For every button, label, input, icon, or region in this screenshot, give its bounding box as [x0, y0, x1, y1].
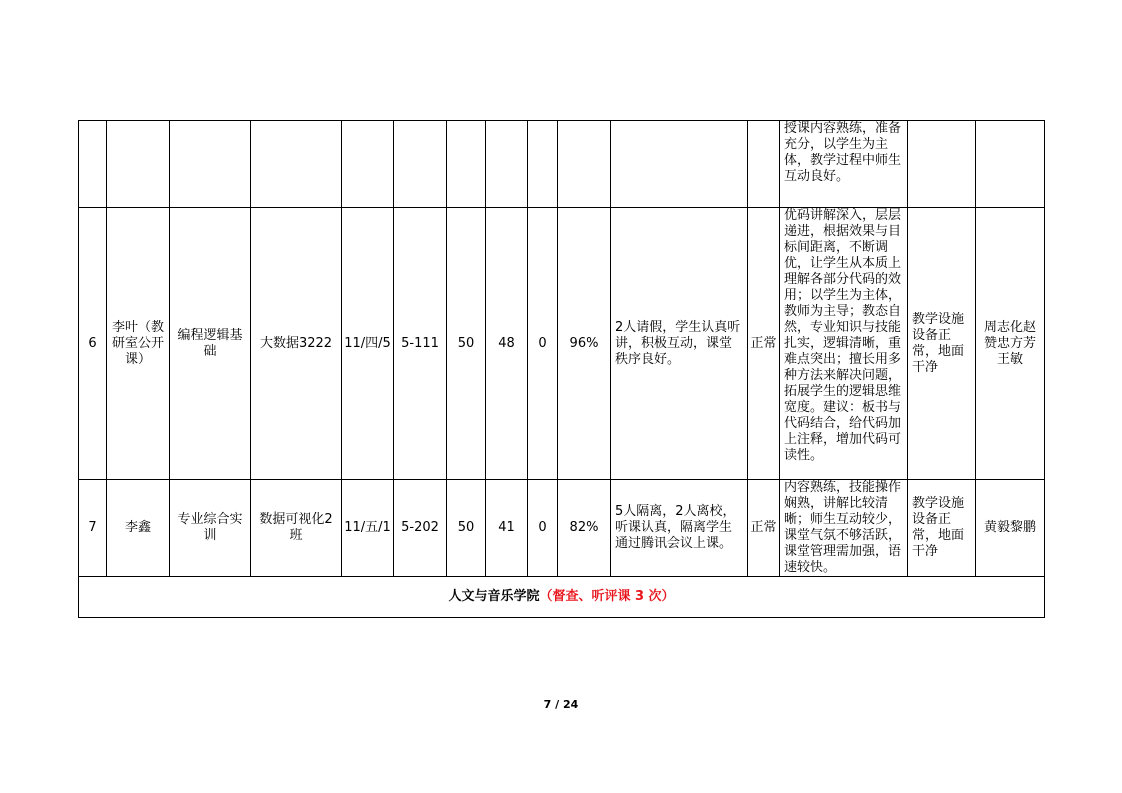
cell-late: 0: [528, 208, 558, 480]
cell-evaluation: 优码讲解深入，层层递进，根据效果与目标间距离，不断调优，让学生从本质上理解各部分代码的效用；以学生为主体，教师为主导；教态自然，专业知识与技能扎实，逻辑清晰，重难点突出；擅长用多种方法来解决问题，拓展学生的逻辑思维宽度。建议：板书与代码结合，给代码加上注释，增加代码可读性。: [780, 208, 908, 480]
cell-teacher: 李鑫: [107, 480, 170, 577]
cell-rate: 82%: [558, 480, 611, 577]
cell-inspectors: 黄毅黎鹏: [976, 480, 1045, 577]
page-number: 7 / 24: [543, 698, 579, 711]
section-row: [79, 577, 1045, 618]
cell-present: 41: [486, 480, 528, 577]
cell-inspectors: [976, 121, 1045, 208]
cell-status: 正常: [748, 208, 780, 480]
table-row: [79, 121, 1045, 208]
inspection-table: [78, 120, 1045, 618]
cell-late: [528, 121, 558, 208]
cell-date: 11/四/5: [342, 208, 394, 480]
cell-attendance-note: 5人隔离，2人离校，听课认真，隔离学生通过腾讯会议上课。: [611, 480, 748, 577]
cell-attendance-note: [611, 121, 748, 208]
cell-date: [342, 121, 394, 208]
cell-status: [748, 121, 780, 208]
cell-class: 大数据3222: [251, 208, 342, 480]
cell-present: 48: [486, 208, 528, 480]
cell-room: 5-111: [394, 208, 447, 480]
section-title: 人文与音乐学院: [448, 589, 540, 604]
cell-enrolled: 50: [447, 480, 486, 577]
cell-present: [486, 121, 528, 208]
table-row: [79, 208, 1045, 480]
cell-date: 11/五/1: [342, 480, 394, 577]
cell-room: [394, 121, 447, 208]
cell-attendance-note: 2人请假，学生认真听讲，积极互动，课堂秩序良好。: [611, 208, 748, 480]
cell-evaluation: 内容熟练，技能操作娴熟，讲解比较清晰；师生互动较少，课堂气氛不够活跃，课堂管理需加强，语速较快。: [780, 480, 908, 577]
cell-inspectors: 周志化赵赞忠方芳王敏: [976, 208, 1045, 480]
cell-enrolled: [447, 121, 486, 208]
cell-facilities: 教学设施设备正常，地面干净: [908, 208, 976, 480]
section-header: [79, 577, 1045, 618]
cell-no: 6: [79, 208, 107, 480]
cell-teacher: 李叶（教研室公开课）: [107, 208, 170, 480]
cell-course: 编程逻辑基础: [170, 208, 251, 480]
cell-facilities: 教学设施设备正常，地面干净: [908, 480, 976, 577]
cell-late: 0: [528, 480, 558, 577]
cell-enrolled: 50: [447, 208, 486, 480]
cell-status: 正常: [748, 480, 780, 577]
cell-rate: [558, 121, 611, 208]
cell-room: 5-202: [394, 480, 447, 577]
cell-course: [170, 121, 251, 208]
section-note: （督查、听评课 3 次）: [539, 589, 675, 604]
cell-course: 专业综合实训: [170, 480, 251, 577]
cell-no: 7: [79, 480, 107, 577]
cell-teacher: [107, 121, 170, 208]
cell-facilities: [908, 121, 976, 208]
cell-class: 数据可视化2班: [251, 480, 342, 577]
cell-no: [79, 121, 107, 208]
cell-rate: 96%: [558, 208, 611, 480]
cell-evaluation: 授课内容熟练，准备充分，以学生为主体，教学过程中师生互动良好。: [780, 121, 908, 208]
table-row: [79, 480, 1045, 577]
cell-class: [251, 121, 342, 208]
